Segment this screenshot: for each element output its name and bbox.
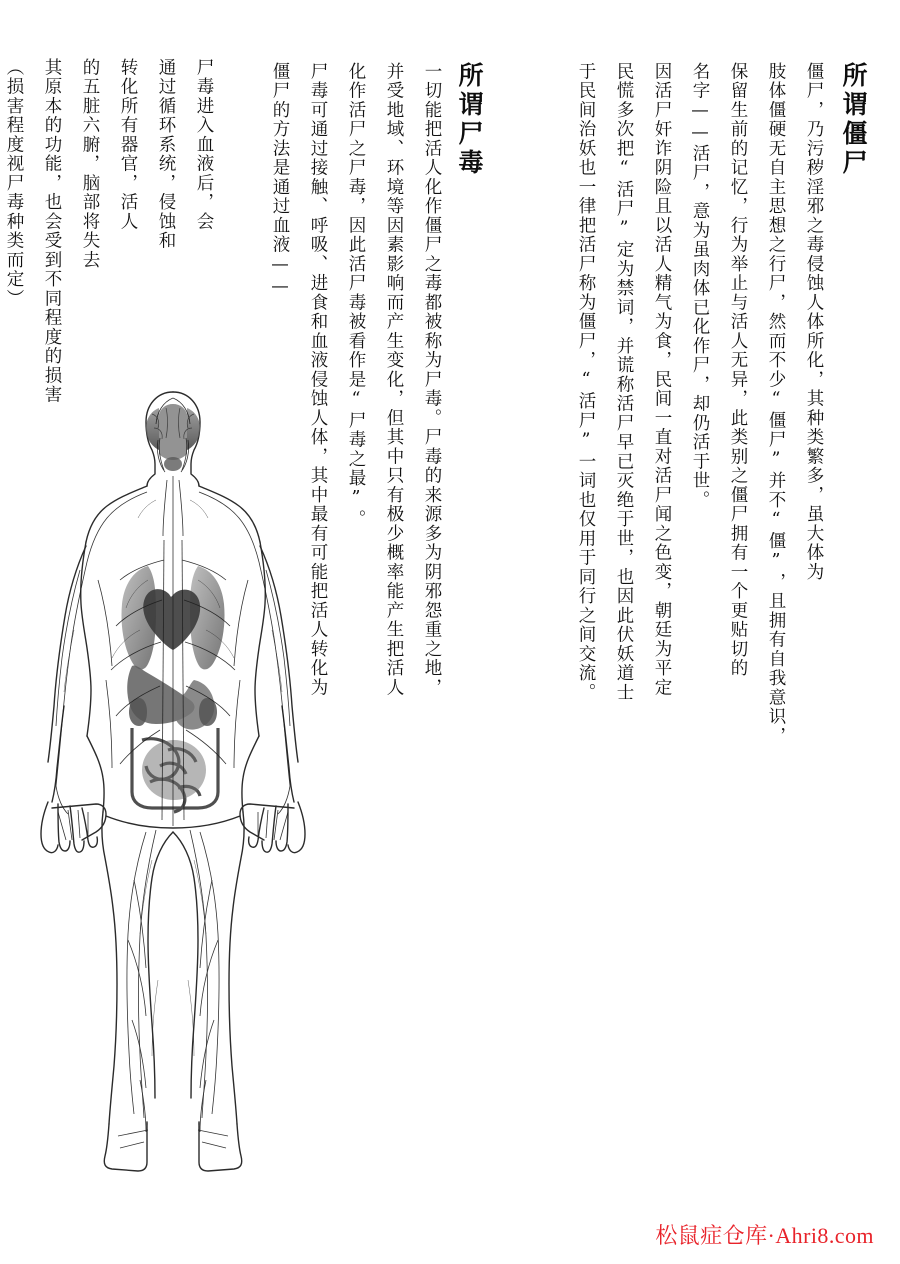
blood-path-line-2: 通过循环系统，侵蚀和 <box>156 58 176 251</box>
zombie-text-line-5: 因活尸奸诈阴险且以活人精气为食，民间一直对活尸闻之色变，朝廷为平定 <box>652 62 672 698</box>
zombie-text-line-2: 肢体僵硬无自主思想之行尸，然而不少“僵尸”并不“僵”，且拥有自我意识， <box>766 62 786 746</box>
poison-text-line-5: 僵尸的方法是通过血液—— <box>270 62 290 298</box>
blood-path-line-6: （损害程度视尸毒种类而定） <box>4 58 24 309</box>
blood-path-line-4: 的五脏六腑，脑部将失去 <box>80 58 100 270</box>
poison-text-line-2: 并受地域、环境等因素影响而产生变化，但其中只有极少概率能产生把活人 <box>384 62 404 698</box>
zombie-text-line-1: 僵尸，乃污秽淫邪之毒侵蚀人体所化，其种类繁多，虽大体为 <box>804 62 824 582</box>
zombie-text-line-4: 名字——活尸，意为虽肉体已化作尸，却仍活于世。 <box>690 62 710 510</box>
poison-text-line-3: 化作活尸之尸毒，因此活尸毒被看作是“尸毒之最”。 <box>346 62 366 529</box>
section-heading-zombie: 所谓僵尸 <box>839 62 868 178</box>
poison-text-line-1: 一切能把活人化作僵尸之毒都被称为尸毒。尸毒的来源多为阴邪怨重之地， <box>422 62 442 698</box>
watermark: 松鼠症仓库·Ahri8.com <box>655 1223 874 1248</box>
zombie-text-line-7: 于民间治妖也一律把活尸称为僵尸，“活尸”一词也仅用于同行之间交流。 <box>576 62 596 703</box>
human-anatomy-figure <box>28 380 318 1180</box>
poison-text-line-4: 尸毒可通过接触、呼吸、进食和血液侵蚀人体，其中最有可能把活人转化为 <box>308 62 328 698</box>
blood-path-line-3: 转化所有器官，活人 <box>118 58 138 232</box>
blood-path-line-1: 尸毒进入血液后，会 <box>194 58 214 232</box>
zombie-text-line-6: 民慌多次把“活尸”定为禁词，并谎称活尸早已灭绝于世，也因此伏妖道士 <box>614 62 634 703</box>
zombie-text-line-3: 保留生前的记忆，行为举止与活人无异，此类别之僵尸拥有一个更贴切的 <box>728 62 748 678</box>
section-heading-corpse-poison: 所谓尸毒 <box>455 62 484 178</box>
blood-path-line-5: 其原本的功能，也会受到不同程度的损害 <box>42 58 62 405</box>
